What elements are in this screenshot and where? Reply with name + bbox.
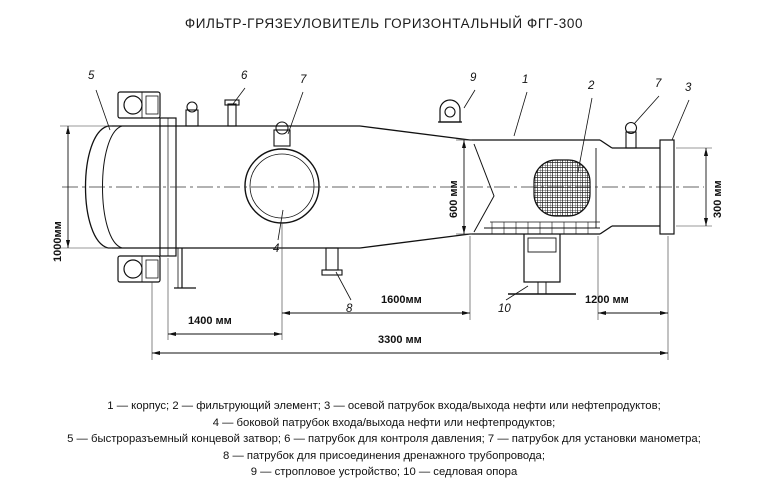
drawing-geometry [60,88,712,360]
callout-9: 9 [470,72,477,84]
dim-len-1600: 1600мм [381,294,422,306]
dim-len-total: 3300 мм [378,334,422,346]
dim-height-mid: 600 мм [448,180,460,218]
callout-6: 6 [241,70,248,82]
legend [0,398,768,481]
legend-line-4: 8 — патрубок для присоединения дренажного трубопровода; [223,449,545,462]
legend-line-2: 4 — боковой патрубок входа/выхода нефти или нефтепродуктов; [212,416,556,429]
legend-line-5: 9 — стропловое устройство; 10 — седловая опора [250,466,518,479]
leader-lines [96,88,689,300]
dimension-lines [68,126,706,353]
callout-7-left: 7 [300,74,307,86]
callout-3: 3 [685,82,692,94]
callout-5: 5 [88,70,95,82]
dim-height-right: 300 мм [712,180,724,218]
callout-8: 8 [346,303,353,315]
callout-1: 1 [522,74,529,86]
vessel-body [86,92,675,294]
witness-lines [60,126,712,360]
callout-10: 10 [498,303,511,315]
callout-4: 4 [273,243,280,255]
dim-len-1400: 1400 мм [188,315,232,327]
dim-len-1200: 1200 мм [585,294,629,306]
legend-line-1: 1 — корпус; 2 — фильтрующий элемент; 3 — осевой патрубок входа/выхода нефти или нефтепродуктов; [107,400,661,412]
legend-line-3: 5 — быстроразъемный концевой затвор; 6 — патрубок для контроля давления; 7 — патрубок для установки манометра; [67,433,701,446]
callout-2: 2 [588,80,595,92]
dim-height-left: 1000мм [52,221,64,262]
page-title: ФИЛЬТР-ГРЯЗЕУЛОВИТЕЛЬ ГОРИЗОНТАЛЬНЫЙ ФГГ-300 [184,16,584,31]
callout-7-right: 7 [655,78,662,90]
